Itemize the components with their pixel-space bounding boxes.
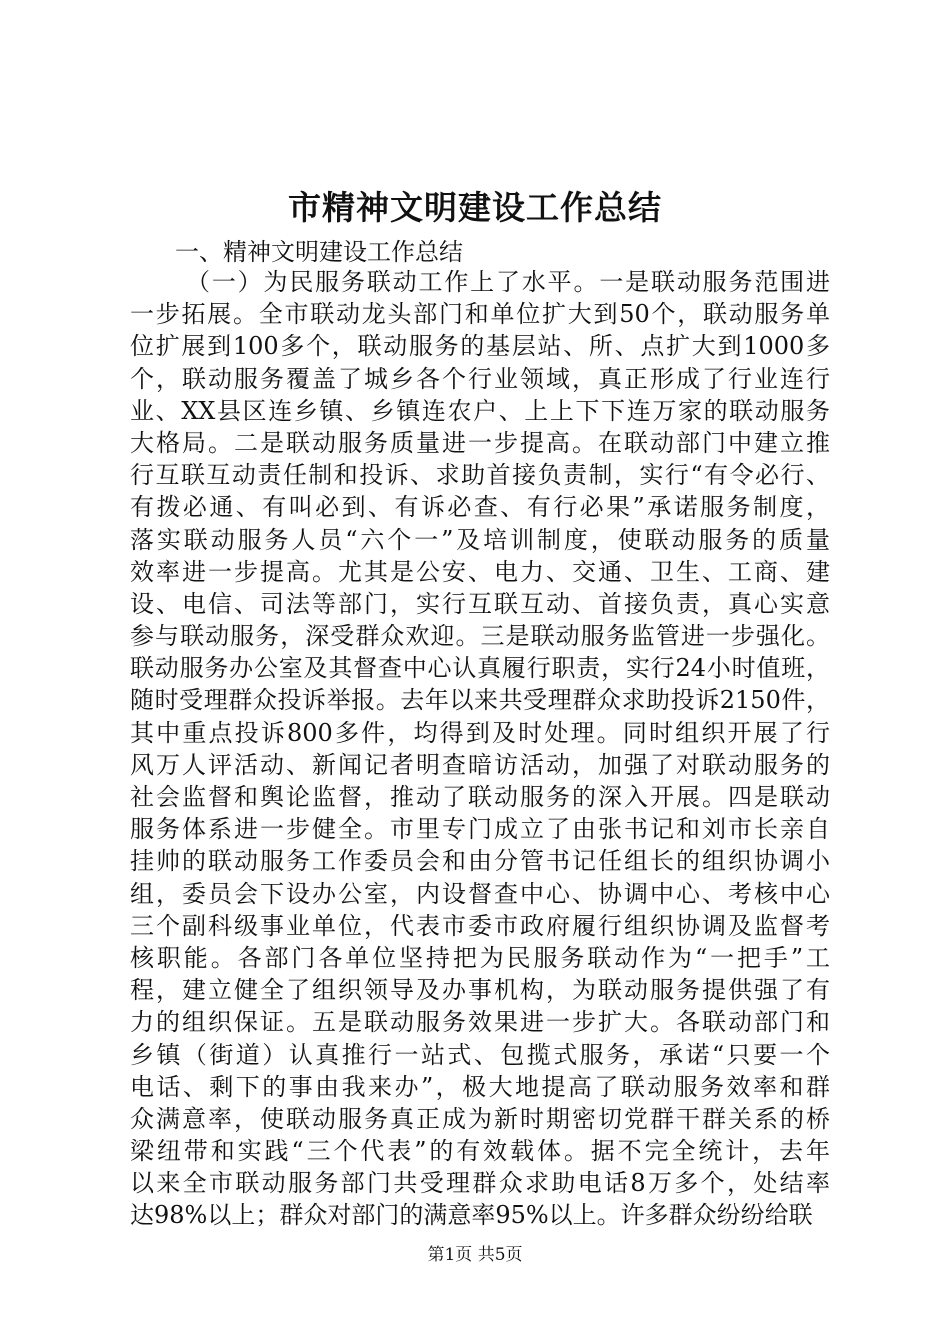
paragraph-line: 服务体系进一步健全。市里专门成立了由张书记和刘市长亲自 xyxy=(130,815,830,844)
paragraph-line: 电话、剩下的事由我来办”，极大地提高了联动服务效率和群 xyxy=(130,1072,830,1101)
paragraph-line: 核职能。各部门各单位坚持把为民服务联动作为“一把手”工 xyxy=(130,943,830,972)
paragraph-line: （一）为民服务联动工作上了水平。一是联动服务范围进 xyxy=(186,268,830,296)
paragraph-line: 社会监督和舆论监督，推动了联动服务的深入开展。四是联动 xyxy=(130,783,830,811)
paragraph-line: 落实联动服务人员“六个一”及培训制度，使联动服务的质量 xyxy=(130,525,830,554)
paragraph-line: 众满意率，使联动服务真正成为新时期密切党群干群关系的桥 xyxy=(130,1104,830,1133)
paragraph-line: 参与联动服务，深受群众欢迎。三是联动服务监管进一步强化。 xyxy=(130,622,830,651)
paragraph-line: 组，委员会下设办公室，内设督查中心、协调中心、考核中心 xyxy=(130,879,830,908)
paragraph-line: 挂帅的联动服务工作委员会和由分管书记任组长的组织协调小 xyxy=(130,847,830,876)
paragraph-line: 达98%以上；群众对部门的满意率95%以上。许多群众纷纷给联 xyxy=(130,1201,813,1230)
paragraph-line: 设、电信、司法等部门，实行互联互动、首接负责，真心实意 xyxy=(130,589,830,618)
paragraph-line: 随时受理群众投诉举报。去年以来共受理群众求助投诉2150件， xyxy=(130,686,830,715)
paragraph-line: 大格局。二是联动服务质量进一步提高。在联动部门中建立推 xyxy=(130,428,830,457)
paragraph-line: 力的组织保证。五是联动服务效果进一步扩大。各联动部门和 xyxy=(130,1008,830,1037)
paragraph-line: 效率进一步提高。尤其是公安、电力、交通、卫生、工商、建 xyxy=(130,557,830,586)
paragraph-line: 程，建立健全了组织领导及办事机构，为联动服务提供强了有 xyxy=(130,976,830,1005)
paragraph-line: 其中重点投诉800多件，均得到及时处理。同时组织开展了行 xyxy=(130,718,830,747)
paragraph-line: 以来全市联动服务部门共受理群众求助电话8万多个，处结率 xyxy=(130,1169,830,1198)
paragraph-line: 联动服务办公室及其督查中心认真履行职责，实行24小时值班， xyxy=(130,654,830,683)
page-footer: 第1页 共5页 xyxy=(427,1245,523,1265)
paragraph-line: 个，联动服务覆盖了城乡各个行业领域，真正形成了行业连行 xyxy=(130,364,830,393)
paragraph-line: 风万人评活动、新闻记者明查暗访活动，加强了对联动服务的 xyxy=(130,750,830,779)
paragraph-line: 乡镇（街道）认真推行一站式、包揽式服务，承诺“只要一个 xyxy=(130,1040,830,1069)
paragraph-line: 行互联互动责任制和投诉、求助首接负责制，实行“有令必行、 xyxy=(130,461,830,490)
body-paragraph xyxy=(130,266,830,1232)
section-heading: 一、精神文明建设工作总结 xyxy=(175,238,463,266)
paragraph-line: 位扩展到100多个，联动服务的基层站、所、点扩大到1000多 xyxy=(130,332,830,361)
paragraph-line: 业、XX县区连乡镇、乡镇连农户、上上下下连万家的联动服务 xyxy=(130,396,830,425)
paragraph-line: 梁纽带和实践“三个代表”的有效载体。据不完全统计，去年 xyxy=(130,1137,830,1166)
paragraph-line: 有拨必通、有叫必到、有诉必查、有行必果”承诺服务制度， xyxy=(130,493,830,522)
paragraph-line: 三个副科级事业单位，代表市委市政府履行组织协调及监督考 xyxy=(130,911,830,940)
paragraph-line: 一步拓展。全市联动龙头部门和单位扩大到50个，联动服务单 xyxy=(130,300,830,329)
document-title: 市精神文明建设工作总结 xyxy=(288,188,662,227)
